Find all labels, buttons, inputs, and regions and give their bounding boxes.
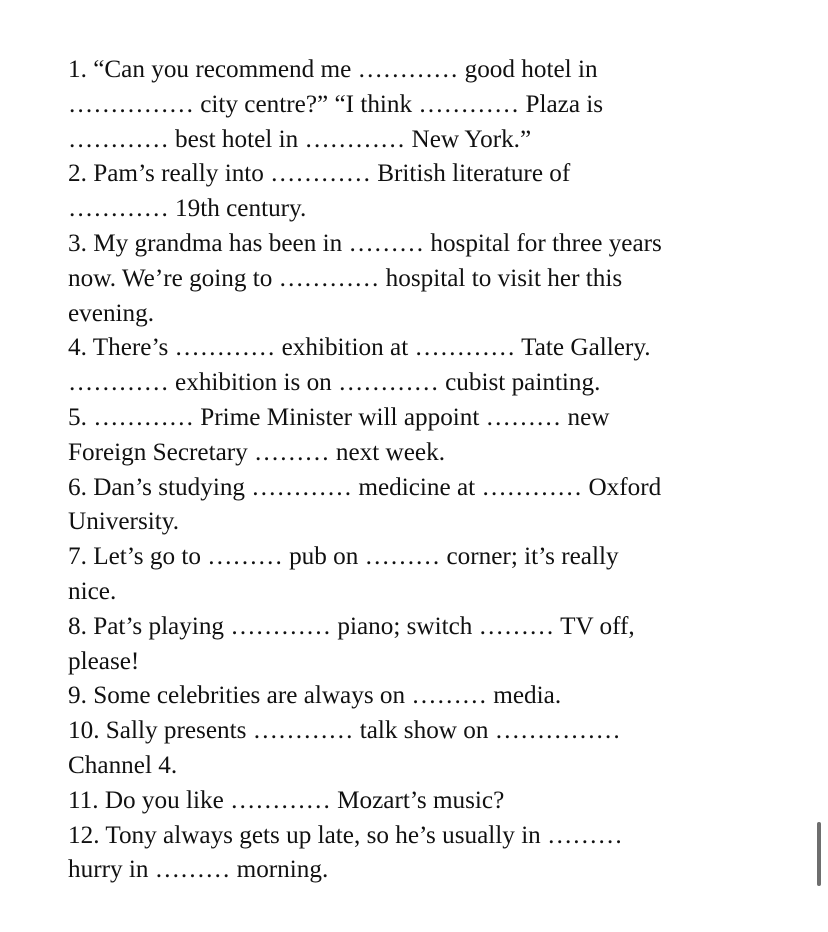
text-line: 8. Pat’s playing ………… piano; switch ……… TV off, [68,612,635,640]
text-line: 11. Do you like ………… Mozart’s music? [68,786,505,814]
text-line: 9. Some celebrities are always on ……… media. [68,682,562,710]
text-line: ………… 19th century. [68,195,307,223]
text-line: now. We’re going to ………… hospital to visit her this [68,264,623,292]
text-line: 5. ………… Prime Minister will appoint ……… new [68,403,610,431]
scrollbar-thumb[interactable] [817,822,821,886]
text-line: 3. My grandma has been in ……… hospital for three years [68,229,662,257]
text-line: Foreign Secretary ……… next week. [68,438,446,466]
text-line: nice. [68,577,117,605]
text-line: 6. Dan’s studying ………… medicine at ………… Oxford [68,473,662,501]
text-line: 7. Let’s go to ……… pub on ……… corner; it’s really [68,543,619,571]
text-line: 12. Tony always gets up late, so he’s usually in ……… [68,821,623,849]
text-line: 2. Pam’s really into ………… British literature of [68,160,571,188]
text-line: ………… exhibition is on ………… cubist painting. [68,369,601,397]
text-line: 10. Sally presents ………… talk show on …………… [68,717,621,745]
text-line: evening. [68,299,155,327]
text-line: University. [68,508,179,536]
text-line: please! [68,647,140,675]
text-line: ………… best hotel in ………… New York.” [68,125,532,153]
text-line: Channel 4. [68,751,178,779]
text-line: 1. “Can you recommend me ………… good hotel in [68,56,598,83]
text-line: …………… city centre?” “I think ………… Plaza is [68,90,604,118]
exercise-text [68,53,768,888]
text-line: hurry in ……… morning. [68,856,329,884]
text-line: 4. There’s ………… exhibition at ………… Tate Gallery. [68,334,651,362]
